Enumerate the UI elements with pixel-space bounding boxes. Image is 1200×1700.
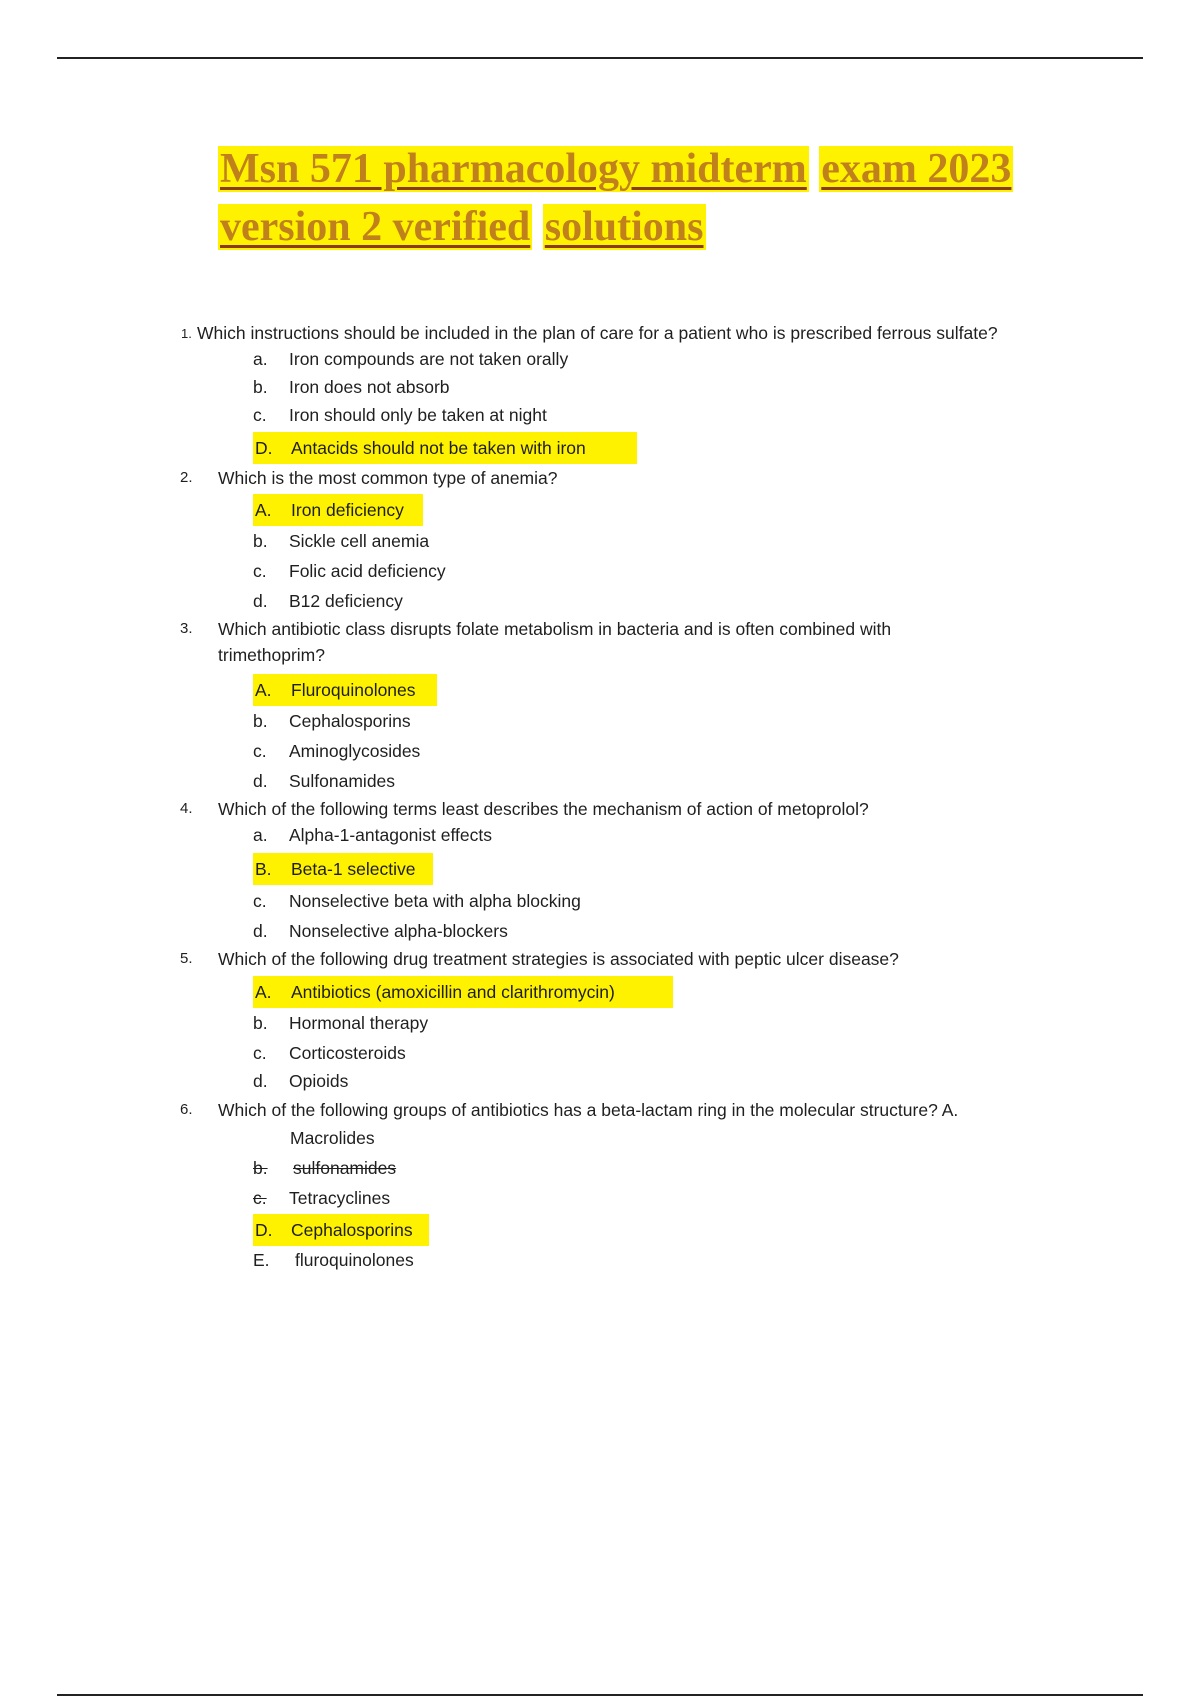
question-5-option-b[interactable] [253, 1010, 653, 1036]
option-letter: D. [255, 1220, 273, 1240]
question-6-option-b-struck[interactable] [253, 1155, 653, 1181]
option-letter: c. [253, 405, 267, 425]
option-letter: d. [253, 921, 268, 941]
footer-rule [57, 1694, 1143, 1696]
option-text: Iron compounds are not taken orally [289, 349, 569, 369]
option-letter: a. [253, 349, 268, 369]
question-2-option-d[interactable] [253, 588, 653, 614]
option-letter: b. [253, 1013, 268, 1033]
option-text: Sulfonamides [289, 771, 396, 791]
option-text: Folic acid deficiency [289, 561, 446, 581]
title-line-2a: version 2 verified [220, 204, 531, 250]
option-text: Alpha-1-antagonist effects [289, 825, 493, 845]
option-text: Fluroquinolones [291, 680, 416, 700]
question-1-option-a[interactable] [253, 346, 653, 372]
title-line-2b: solutions [544, 204, 704, 250]
question-6-text: Which of the following groups of antibiotics has a beta-lactam ring in the molecular structure? A. [218, 1100, 959, 1120]
question-1-number: 1. [181, 326, 192, 341]
question-6-option-e[interactable] [253, 1247, 653, 1273]
question-6-option-a-text[interactable]: Macrolides [290, 1128, 375, 1148]
option-letter: c. [253, 561, 267, 581]
option-letter: d. [253, 1071, 268, 1091]
question-1-option-c[interactable] [253, 402, 653, 428]
title-line-1a: Msn 571 pharmacology midterm [220, 146, 807, 192]
option-letter: b. [253, 711, 268, 731]
option-letter: c. [253, 1188, 267, 1208]
question-2-option-c[interactable] [253, 558, 653, 584]
question-1-text: Which instructions should be included in the plan of care for a patient who is prescribed ferrous sulfate? [197, 323, 998, 343]
question-3-text: Which antibiotic class disrupts folate metabolism in bacteria and is often combined with trimethoprim? [218, 619, 892, 665]
question-2-text: Which is the most common type of anemia? [218, 468, 558, 488]
option-letter: A. [255, 500, 272, 520]
option-letter: E. [253, 1250, 270, 1270]
option-text: Cephalosporins [291, 1220, 413, 1240]
question-3-option-d[interactable] [253, 768, 653, 794]
option-text: Antibiotics (amoxicillin and clarithromycin) [291, 982, 615, 1002]
option-text: fluroquinolones [295, 1250, 414, 1270]
option-letter: d. [253, 591, 268, 611]
question-5-number: 5. [180, 950, 193, 967]
option-letter: c. [253, 741, 267, 761]
question-1-option-b[interactable] [253, 374, 653, 400]
option-text: Iron should only be taken at night [289, 405, 547, 425]
title-line-1b: exam 2023 [821, 146, 1012, 192]
question-4-option-b-correct[interactable] [253, 853, 433, 885]
question-5-option-c[interactable] [253, 1040, 653, 1066]
option-text: Corticosteroids [289, 1043, 406, 1063]
question-5-option-a-correct[interactable] [253, 976, 673, 1008]
option-letter: D. [255, 438, 273, 458]
option-text: B12 deficiency [289, 591, 403, 611]
option-text: Sickle cell anemia [289, 531, 430, 551]
question-3-option-a-correct[interactable] [253, 674, 437, 706]
option-text: Cephalosporins [289, 711, 411, 731]
option-text: Beta-1 selective [291, 859, 416, 879]
option-text: Aminoglycosides [289, 741, 421, 761]
question-2-option-b[interactable] [253, 528, 653, 554]
question-2-number: 2. [180, 469, 193, 486]
question-5-option-d[interactable] [253, 1068, 653, 1094]
option-text: Tetracyclines [289, 1188, 391, 1208]
option-letter: c. [253, 1043, 267, 1063]
question-6-option-c[interactable] [253, 1185, 653, 1211]
question-4-text: Which of the following terms least describes the mechanism of action of metoprolol? [218, 799, 869, 819]
question-2-option-a-correct[interactable] [253, 494, 423, 526]
option-text: Opioids [289, 1071, 349, 1091]
option-letter: d. [253, 771, 268, 791]
question-4-number: 4. [180, 800, 193, 817]
question-1-option-d-correct[interactable] [253, 432, 637, 464]
option-letter: c. [253, 891, 267, 911]
option-letter: b. [253, 377, 268, 397]
option-letter: a. [253, 825, 268, 845]
question-3-number: 3. [180, 620, 193, 637]
question-3-option-c[interactable] [253, 738, 653, 764]
option-letter: b. [253, 1158, 268, 1178]
option-letter: A. [255, 982, 272, 1002]
question-6-option-d-correct[interactable] [253, 1214, 429, 1246]
option-text: Nonselective beta with alpha blocking [289, 891, 581, 911]
question-3-option-b[interactable] [253, 708, 653, 734]
option-text: Nonselective alpha-blockers [289, 921, 508, 941]
option-text: Antacids should not be taken with iron [291, 438, 586, 458]
option-text: Hormonal therapy [289, 1013, 429, 1033]
question-5-text: Which of the following drug treatment strategies is associated with peptic ulcer disease? [218, 949, 899, 969]
option-text: Iron deficiency [291, 500, 404, 520]
option-letter: A. [255, 680, 272, 700]
question-6-number: 6. [180, 1101, 193, 1118]
option-letter: B. [255, 859, 272, 879]
option-letter: b. [253, 531, 268, 551]
option-text: Iron does not absorb [289, 377, 450, 397]
question-4-option-d[interactable] [253, 918, 653, 944]
question-4-option-c[interactable] [253, 888, 653, 914]
question-4-option-a[interactable] [253, 822, 653, 848]
option-text: sulfonamides [293, 1158, 397, 1178]
